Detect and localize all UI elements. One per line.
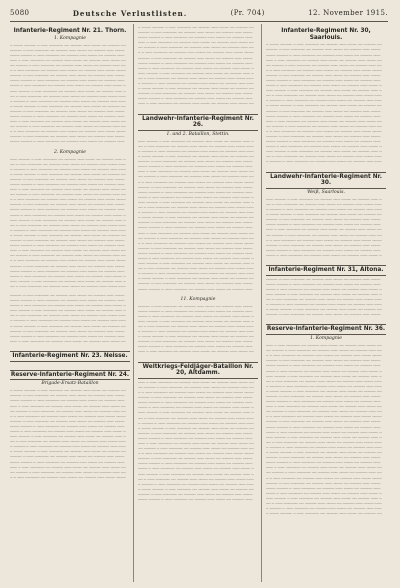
section-gap: [266, 258, 386, 262]
list-entry: ┄┄ ┄ ┄┄┄ ┄┄┄┄┄┄ ┄┄ ┄┄┄┄┄ ┄┄┄ ┄┄┄┄ ┄┄ ┄┄┄┄┄ ┄┄┄ ┄┄┄┄ ┄┄┄: [138, 75, 254, 81]
list-entry: ┄┄┄┄ ┄ ┄┄┄ ┄┄┄┄┄┄ ┄┄ ┄┄┄┄┄ ┄┄┄ ┄┄┄┄ ┄┄ ┄┄┄┄┄ ┄┄┄ ┄┄┄┄ ┄: [266, 368, 382, 374]
list-entry: ┄┄┄┄ ┄┄┄┄┄ ┄ ┄┄┄ ┄┄┄┄┄┄ ┄┄ ┄┄┄┄┄ ┄┄┄ ┄┄┄┄ ┄┄ ┄┄┄┄┄ ┄┄┄: [138, 286, 253, 292]
list-entry: ┄┄┄ ┄ ┄┄┄ ┄┄┄┄┄┄ ┄┄ ┄┄┄┄┄ ┄┄┄ ┄┄┄┄ ┄┄ ┄┄┄┄┄ ┄┄┄ ┄┄┄┄ ┄┄: [266, 343, 382, 349]
list-entry: ┄┄ ┄┄┄┄┄ ┄ ┄┄┄ ┄┄┄┄┄┄ ┄┄ ┄┄┄┄┄ ┄┄┄ ┄┄┄┄ ┄┄ ┄┄┄┄┄ ┄┄┄ ┄┄: [10, 253, 126, 259]
list-entry: ┄ ┄┄┄┄┄ ┄ ┄┄┄ ┄┄┄┄┄┄ ┄┄ ┄┄┄┄┄ ┄┄┄ ┄┄┄┄ ┄┄ ┄┄┄┄┄ ┄┄┄ ┄┄┄: [10, 444, 126, 450]
section-gap: [10, 480, 130, 484]
list-entry: ┄ ┄┄┄┄ ┄┄┄┄┄ ┄ ┄┄┄ ┄┄┄┄┄┄ ┄┄ ┄┄┄┄┄ ┄┄┄ ┄┄┄┄ ┄┄ ┄┄┄┄┄ ┄┄: [10, 171, 126, 177]
list-entry: ┄ ┄ ┄┄┄ ┄┄┄┄┄┄ ┄┄ ┄┄┄┄┄ ┄┄┄ ┄┄┄┄ ┄┄ ┄┄┄┄┄ ┄┄┄ ┄┄┄┄ ┄┄┄┄: [10, 129, 126, 135]
list-entry: ┄┄┄┄ ┄ ┄┄┄ ┄┄┄┄┄┄ ┄┄ ┄┄┄┄┄ ┄┄┄ ┄┄┄┄ ┄┄ ┄┄┄┄┄ ┄┄┄ ┄┄┄┄ ┄: [138, 313, 254, 319]
list-entry: ┄┄┄┄ ┄┄┄┄┄ ┄ ┄┄┄ ┄┄┄┄┄┄ ┄┄ ┄┄┄┄┄ ┄┄┄ ┄┄┄┄ ┄┄ ┄┄┄┄┄ ┄┄┄: [138, 344, 253, 350]
list-entry: ┄┄ ┄┄┄┄┄ ┄ ┄┄┄ ┄┄┄┄┄┄ ┄┄ ┄┄┄┄┄ ┄┄┄ ┄┄┄┄ ┄┄ ┄┄┄┄┄ ┄┄┄ ┄┄: [266, 348, 382, 354]
publication-title: Deutsche Verlustlisten.: [72, 8, 188, 18]
list-entry: ┄┄┄┄┄ ┄ ┄┄┄ ┄┄┄┄┄┄ ┄┄ ┄┄┄┄┄ ┄┄┄ ┄┄┄┄ ┄┄ ┄┄┄┄┄ ┄┄┄ ┄┄┄┄: [266, 47, 381, 53]
list-entry: ┄┄┄ ┄┄┄┄┄ ┄ ┄┄┄ ┄┄┄┄┄┄ ┄┄ ┄┄┄┄┄ ┄┄┄ ┄┄┄┄ ┄┄ ┄┄┄┄┄ ┄┄┄ ┄: [138, 138, 254, 144]
list-entry: ┄┄┄┄ ┄┄┄┄┄ ┄ ┄┄┄ ┄┄┄┄┄┄ ┄┄ ┄┄┄┄┄ ┄┄┄ ┄┄┄┄ ┄┄ ┄┄┄┄┄ ┄┄┄: [10, 243, 125, 249]
list-entry: ┄┄ ┄┄┄┄┄ ┄ ┄┄┄ ┄┄┄┄┄┄ ┄┄ ┄┄┄┄┄ ┄┄┄ ┄┄┄┄ ┄┄ ┄┄┄┄┄ ┄┄┄ ┄┄: [138, 45, 254, 51]
list-entry: ┄┄┄ ┄┄┄┄┄ ┄ ┄┄┄ ┄┄┄┄┄┄ ┄┄ ┄┄┄┄┄ ┄┄┄ ┄┄┄┄ ┄┄ ┄┄┄┄┄ ┄┄┄ ┄: [10, 88, 126, 94]
list-entry: ┄┄┄┄ ┄┄┄┄┄ ┄ ┄┄┄ ┄┄┄┄┄┄ ┄┄ ┄┄┄┄┄ ┄┄┄ ┄┄┄┄ ┄┄ ┄┄┄┄┄ ┄┄┄: [10, 459, 125, 465]
list-entry: ┄┄┄┄ ┄┄┄┄┄ ┄ ┄┄┄ ┄┄┄┄┄┄ ┄┄ ┄┄┄┄┄ ┄┄┄ ┄┄┄┄ ┄┄ ┄┄┄┄┄ ┄┄┄: [10, 78, 125, 84]
list-entry: ┄┄┄┄ ┄ ┄┄┄ ┄┄┄┄┄┄ ┄┄ ┄┄┄┄┄ ┄┄┄ ┄┄┄┄ ┄┄ ┄┄┄┄┄ ┄┄┄ ┄┄┄┄ ┄: [138, 255, 254, 261]
section-heading: Reserve-Infanterie-Regiment Nr. 24.: [10, 370, 130, 381]
list-entry: ┄┄┄┄┄ ┄ ┄┄┄ ┄┄┄┄┄┄ ┄┄ ┄┄┄┄┄ ┄┄┄ ┄┄┄┄ ┄┄ ┄┄┄┄┄ ┄┄┄ ┄┄┄┄: [138, 159, 253, 165]
list-entry: ┄┄┄ ┄ ┄┄┄ ┄┄┄┄┄┄ ┄┄ ┄┄┄┄┄ ┄┄┄ ┄┄┄┄ ┄┄ ┄┄┄┄┄ ┄┄┄ ┄┄┄┄ ┄┄: [10, 57, 126, 63]
list-entry: ┄┄┄┄ ┄┄┄┄┄ ┄ ┄┄┄ ┄┄┄┄┄┄ ┄┄ ┄┄┄┄┄ ┄┄┄ ┄┄┄┄ ┄┄ ┄┄┄┄┄ ┄┄┄: [138, 308, 253, 314]
list-entry: ┄┄┄┄ ┄ ┄┄┄ ┄┄┄┄┄┄ ┄┄ ┄┄┄┄┄ ┄┄┄ ┄┄┄┄ ┄┄ ┄┄┄┄┄ ┄┄┄ ┄┄┄┄ ┄: [138, 466, 254, 472]
list-entry: ┄┄┄ ┄┄┄┄┄ ┄ ┄┄┄ ┄┄┄┄┄┄ ┄┄ ┄┄┄┄┄ ┄┄┄ ┄┄┄┄ ┄┄ ┄┄┄┄┄ ┄┄┄ ┄: [138, 471, 254, 477]
list-entry: ┄┄┄┄┄ ┄ ┄┄┄ ┄┄┄┄┄┄ ┄┄ ┄┄┄┄┄ ┄┄┄ ┄┄┄┄ ┄┄ ┄┄┄┄┄ ┄┄┄ ┄┄┄┄: [138, 303, 253, 309]
list-entry: ┄┄┄┄┄ ┄ ┄┄┄ ┄┄┄┄┄┄ ┄┄ ┄┄┄┄┄ ┄┄┄ ┄┄┄┄ ┄┄ ┄┄┄┄┄ ┄┄┄ ┄┄┄┄: [10, 134, 125, 140]
list-entry: ┄┄┄ ┄ ┄┄┄ ┄┄┄┄┄┄ ┄┄ ┄┄┄┄┄ ┄┄┄ ┄┄┄┄ ┄┄ ┄┄┄┄┄ ┄┄┄ ┄┄┄┄ ┄┄: [10, 187, 126, 193]
list-entry: ┄┄┄ ┄ ┄┄┄ ┄┄┄┄┄┄ ┄┄ ┄┄┄┄┄ ┄┄┄ ┄┄┄┄ ┄┄ ┄┄┄┄┄ ┄┄┄ ┄┄┄┄ ┄┄: [10, 119, 126, 125]
list-entry: ┄ ┄┄┄┄┄ ┄ ┄┄┄ ┄┄┄┄┄┄ ┄┄ ┄┄┄┄┄ ┄┄┄ ┄┄┄┄ ┄┄ ┄┄┄┄┄ ┄┄┄ ┄┄┄: [138, 481, 254, 487]
list-entry: ┄┄ ┄ ┄┄┄ ┄┄┄┄┄┄ ┄┄ ┄┄┄┄┄ ┄┄┄ ┄┄┄┄ ┄┄ ┄┄┄┄┄ ┄┄┄ ┄┄┄┄ ┄┄┄: [266, 201, 382, 207]
list-entry: ┄┄┄ ┄┄┄┄┄ ┄ ┄┄┄ ┄┄┄┄┄┄ ┄┄ ┄┄┄┄┄ ┄┄┄ ┄┄┄┄ ┄┄ ┄┄┄┄┄ ┄┄┄ ┄: [266, 149, 382, 155]
section-subheading: 2. Kompagnie: [53, 149, 87, 155]
list-entry: ┄┄┄┄ ┄┄┄┄┄ ┄ ┄┄┄ ┄┄┄┄┄┄ ┄┄ ┄┄┄┄┄ ┄┄┄ ┄┄┄┄ ┄┄ ┄┄┄┄┄ ┄┄┄: [138, 400, 253, 406]
list-entry: ┄┄┄ ┄ ┄┄┄ ┄┄┄┄┄┄ ┄┄ ┄┄┄┄┄ ┄┄┄ ┄┄┄┄ ┄┄ ┄┄┄┄┄ ┄┄┄ ┄┄┄┄ ┄┄: [10, 248, 126, 254]
list-entry: ┄┄┄ ┄┄┄┄┄ ┄ ┄┄┄ ┄┄┄┄┄┄ ┄┄ ┄┄┄┄┄ ┄┄┄ ┄┄┄┄ ┄┄ ┄┄┄┄┄ ┄┄┄ ┄: [10, 156, 126, 162]
list-entry: ┄┄┄ ┄┄┄┄┄ ┄ ┄┄┄ ┄┄┄┄┄┄ ┄┄ ┄┄┄┄┄ ┄┄┄ ┄┄┄┄ ┄┄ ┄┄┄┄┄ ┄┄┄ ┄: [266, 291, 382, 297]
list-entry: ┄┄┄┄┄ ┄ ┄┄┄ ┄┄┄┄┄┄ ┄┄ ┄┄┄┄┄ ┄┄┄ ┄┄┄┄ ┄┄ ┄┄┄┄┄ ┄┄┄ ┄┄┄┄: [138, 395, 253, 401]
list-entry: ┄┄┄┄ ┄┄┄┄┄ ┄ ┄┄┄ ┄┄┄┄┄┄ ┄┄ ┄┄┄┄┄ ┄┄┄ ┄┄┄┄ ┄┄ ┄┄┄┄┄ ┄┄┄: [138, 189, 253, 195]
list-entry: ┄ ┄ ┄┄┄ ┄┄┄┄┄┄ ┄┄ ┄┄┄┄┄ ┄┄┄ ┄┄┄┄ ┄┄ ┄┄┄┄┄ ┄┄┄ ┄┄┄┄ ┄┄┄┄: [266, 237, 382, 243]
list-entry: ┄┄┄┄ ┄┄┄┄┄ ┄ ┄┄┄ ┄┄┄┄┄┄ ┄┄ ┄┄┄┄┄ ┄┄┄ ┄┄┄┄ ┄┄ ┄┄┄┄┄ ┄┄┄: [138, 461, 253, 467]
list-entry: ┄┄┄ ┄┄┄┄┄ ┄ ┄┄┄ ┄┄┄┄┄┄ ┄┄ ┄┄┄┄┄ ┄┄┄ ┄┄┄┄ ┄┄ ┄┄┄┄┄ ┄┄┄ ┄: [138, 70, 254, 76]
section-subheading: 1. Kompagnie: [53, 35, 87, 41]
list-entry: ┄┄┄┄ ┄┄┄┄┄ ┄ ┄┄┄ ┄┄┄┄┄┄ ┄┄ ┄┄┄┄┄ ┄┄┄ ┄┄┄┄ ┄┄ ┄┄┄┄┄ ┄┄┄: [10, 423, 125, 429]
list-entry: ┄ ┄┄┄┄ ┄┄┄┄┄ ┄ ┄┄┄ ┄┄┄┄┄┄ ┄┄ ┄┄┄┄┄ ┄┄┄ ┄┄┄┄ ┄┄ ┄┄┄┄┄ ┄┄: [266, 307, 382, 313]
list-entry: ┄┄┄┄┄ ┄ ┄┄┄ ┄┄┄┄┄┄ ┄┄ ┄┄┄┄┄ ┄┄┄ ┄┄┄┄ ┄┄ ┄┄┄┄┄ ┄┄┄ ┄┄┄┄: [138, 430, 253, 436]
list-entry: ┄ ┄┄┄┄ ┄┄┄┄┄ ┄ ┄┄┄ ┄┄┄┄┄┄ ┄┄ ┄┄┄┄┄ ┄┄┄ ┄┄┄┄ ┄┄ ┄┄┄┄┄ ┄┄: [10, 449, 126, 455]
list-entry: ┄ ┄┄┄┄┄ ┄ ┄┄┄ ┄┄┄┄┄┄ ┄┄ ┄┄┄┄┄ ┄┄┄ ┄┄┄┄ ┄┄ ┄┄┄┄┄ ┄┄┄ ┄┄┄: [10, 227, 126, 233]
list-entry: ┄┄ ┄┄┄┄┄ ┄ ┄┄┄ ┄┄┄┄┄┄ ┄┄ ┄┄┄┄┄ ┄┄┄ ┄┄┄┄ ┄┄ ┄┄┄┄┄ ┄┄┄ ┄┄: [266, 123, 382, 129]
list-entry: ┄┄┄┄ ┄┄┄┄┄ ┄ ┄┄┄ ┄┄┄┄┄┄ ┄┄ ┄┄┄┄┄ ┄┄┄ ┄┄┄┄ ┄┄ ┄┄┄┄┄ ┄┄┄: [10, 333, 125, 339]
list-entry: ┄ ┄ ┄┄┄ ┄┄┄┄┄┄ ┄┄ ┄┄┄┄┄ ┄┄┄ ┄┄┄┄ ┄┄ ┄┄┄┄┄ ┄┄┄ ┄┄┄┄ ┄┄┄┄: [266, 128, 382, 134]
list-entry: ┄ ┄┄┄┄ ┄┄┄┄┄ ┄ ┄┄┄ ┄┄┄┄┄┄ ┄┄ ┄┄┄┄┄ ┄┄┄ ┄┄┄┄ ┄┄ ┄┄┄┄┄ ┄┄: [10, 42, 126, 48]
list-entry: ┄┄ ┄ ┄┄┄ ┄┄┄┄┄┄ ┄┄ ┄┄┄┄┄ ┄┄┄ ┄┄┄┄ ┄┄ ┄┄┄┄┄ ┄┄┄ ┄┄┄┄ ┄┄┄: [266, 378, 382, 384]
list-entry: ┄┄┄ ┄┄┄┄┄ ┄ ┄┄┄ ┄┄┄┄┄┄ ┄┄ ┄┄┄┄┄ ┄┄┄ ┄┄┄┄ ┄┄ ┄┄┄┄┄ ┄┄┄ ┄: [266, 373, 382, 379]
list-entry: ┄┄┄┄ ┄ ┄┄┄ ┄┄┄┄┄┄ ┄┄ ┄┄┄┄┄ ┄┄┄ ┄┄┄┄ ┄┄ ┄┄┄┄┄ ┄┄┄ ┄┄┄┄ ┄: [10, 83, 126, 89]
section-subheading: Weiß, Saarlouis.: [307, 189, 345, 195]
list-entry: ┄ ┄┄┄┄ ┄┄┄┄┄ ┄ ┄┄┄ ┄┄┄┄┄┄ ┄┄ ┄┄┄┄┄ ┄┄┄ ┄┄┄┄ ┄┄ ┄┄┄┄┄ ┄┄: [138, 425, 254, 431]
list-entry: ┄┄┄┄ ┄ ┄┄┄ ┄┄┄┄┄┄ ┄┄ ┄┄┄┄┄ ┄┄┄ ┄┄┄┄ ┄┄ ┄┄┄┄┄ ┄┄┄ ┄┄┄┄ ┄: [10, 303, 126, 309]
list-entry: ┄ ┄┄┄┄┄ ┄ ┄┄┄ ┄┄┄┄┄┄ ┄┄ ┄┄┄┄┄ ┄┄┄ ┄┄┄┄ ┄┄ ┄┄┄┄┄ ┄┄┄ ┄┄┄: [138, 329, 254, 335]
list-entry: ┄┄┄┄┄ ┄ ┄┄┄ ┄┄┄┄┄┄ ┄┄ ┄┄┄┄┄ ┄┄┄ ┄┄┄┄ ┄┄ ┄┄┄┄┄ ┄┄┄ ┄┄┄┄: [10, 176, 125, 182]
list-entry: ┄┄┄┄┄ ┄ ┄┄┄ ┄┄┄┄┄┄ ┄┄ ┄┄┄┄┄ ┄┄┄ ┄┄┄┄ ┄┄ ┄┄┄┄┄ ┄┄┄ ┄┄┄┄: [266, 455, 381, 461]
list-entry: ┄┄┄┄ ┄ ┄┄┄ ┄┄┄┄┄┄ ┄┄ ┄┄┄┄┄ ┄┄┄ ┄┄┄┄ ┄┄ ┄┄┄┄┄ ┄┄┄ ┄┄┄┄ ┄: [266, 144, 382, 150]
list-entry: ┄┄┄┄ ┄┄┄┄┄ ┄ ┄┄┄ ┄┄┄┄┄┄ ┄┄ ┄┄┄┄┄ ┄┄┄ ┄┄┄┄ ┄┄ ┄┄┄┄┄ ┄┄┄: [138, 60, 253, 66]
list-entry: ┄ ┄┄┄┄ ┄┄┄┄┄ ┄ ┄┄┄ ┄┄┄┄┄┄ ┄┄ ┄┄┄┄┄ ┄┄┄ ┄┄┄┄ ┄┄ ┄┄┄┄┄ ┄┄: [266, 450, 382, 456]
list-entry: ┄ ┄ ┄┄┄ ┄┄┄┄┄┄ ┄┄ ┄┄┄┄┄ ┄┄┄ ┄┄┄┄ ┄┄ ┄┄┄┄┄ ┄┄┄ ┄┄┄┄ ┄┄┄┄: [266, 475, 382, 481]
list-entry: ┄┄┄┄ ┄┄┄┄┄ ┄ ┄┄┄ ┄┄┄┄┄┄ ┄┄ ┄┄┄┄┄ ┄┄┄ ┄┄┄┄ ┄┄ ┄┄┄┄┄ ┄┄┄: [266, 485, 381, 491]
list-entry: ┄┄┄ ┄┄┄┄┄ ┄ ┄┄┄ ┄┄┄┄┄┄ ┄┄ ┄┄┄┄┄ ┄┄┄ ┄┄┄┄ ┄┄ ┄┄┄┄┄ ┄┄┄ ┄: [138, 261, 254, 267]
list-entry: ┄┄ ┄┄┄┄┄ ┄ ┄┄┄ ┄┄┄┄┄┄ ┄┄ ┄┄┄┄┄ ┄┄┄ ┄┄┄┄ ┄┄ ┄┄┄┄┄ ┄┄┄ ┄┄: [266, 232, 382, 238]
section-gap: [138, 502, 258, 506]
list-entry: ┄┄┄┄┄ ┄ ┄┄┄ ┄┄┄┄┄┄ ┄┄ ┄┄┄┄┄ ┄┄┄ ┄┄┄┄ ┄┄ ┄┄┄┄┄ ┄┄┄ ┄┄┄┄: [266, 72, 381, 78]
list-entry: ┄┄┄┄ ┄┄┄┄┄ ┄ ┄┄┄ ┄┄┄┄┄┄ ┄┄ ┄┄┄┄┄ ┄┄┄ ┄┄┄┄ ┄┄ ┄┄┄┄┄ ┄┄┄: [266, 77, 381, 83]
list-entry: ┄┄┄┄ ┄┄┄┄┄ ┄ ┄┄┄ ┄┄┄┄┄┄ ┄┄ ┄┄┄┄┄ ┄┄┄ ┄┄┄┄ ┄┄ ┄┄┄┄┄ ┄┄┄: [138, 96, 253, 102]
list-entry: ┄┄┄┄ ┄┄┄┄┄ ┄ ┄┄┄ ┄┄┄┄┄┄ ┄┄ ┄┄┄┄┄ ┄┄┄ ┄┄┄┄ ┄┄ ┄┄┄┄┄ ┄┄┄: [138, 35, 253, 41]
list-entry: ┄┄┄ ┄┄┄┄┄ ┄ ┄┄┄ ┄┄┄┄┄┄ ┄┄ ┄┄┄┄┄ ┄┄┄ ┄┄┄┄ ┄┄ ┄┄┄┄┄ ┄┄┄ ┄: [138, 410, 254, 416]
list-entry: ┄┄┄┄ ┄┄┄┄┄ ┄ ┄┄┄ ┄┄┄┄┄┄ ┄┄ ┄┄┄┄┄ ┄┄┄ ┄┄┄┄ ┄┄ ┄┄┄┄┄ ┄┄┄: [138, 435, 253, 441]
list-entry: ┄┄┄ ┄ ┄┄┄ ┄┄┄┄┄┄ ┄┄ ┄┄┄┄┄ ┄┄┄ ┄┄┄┄ ┄┄ ┄┄┄┄┄ ┄┄┄ ┄┄┄┄ ┄┄: [10, 403, 126, 409]
list-entry: ┄┄ ┄ ┄┄┄ ┄┄┄┄┄┄ ┄┄ ┄┄┄┄┄ ┄┄┄ ┄┄┄┄ ┄┄ ┄┄┄┄┄ ┄┄┄ ┄┄┄┄ ┄┄┄: [10, 161, 126, 167]
list-entry: ┄┄┄┄ ┄┄┄┄┄ ┄ ┄┄┄ ┄┄┄┄┄┄ ┄┄ ┄┄┄┄┄ ┄┄┄ ┄┄┄┄ ┄┄ ┄┄┄┄┄ ┄┄┄: [266, 113, 381, 119]
list-entry: ┄ ┄ ┄┄┄ ┄┄┄┄┄┄ ┄┄ ┄┄┄┄┄ ┄┄┄ ┄┄┄┄ ┄┄ ┄┄┄┄┄ ┄┄┄ ┄┄┄┄ ┄┄┄┄: [138, 451, 254, 457]
list-entry: ┄ ┄┄┄┄ ┄┄┄┄┄ ┄ ┄┄┄ ┄┄┄┄┄┄ ┄┄ ┄┄┄┄┄ ┄┄┄ ┄┄┄┄ ┄┄ ┄┄┄┄┄ ┄┄: [138, 86, 254, 92]
list-entry: ┄┄┄┄┄ ┄ ┄┄┄ ┄┄┄┄┄┄ ┄┄ ┄┄┄┄┄ ┄┄┄ ┄┄┄┄ ┄┄ ┄┄┄┄┄ ┄┄┄ ┄┄┄┄: [266, 217, 381, 223]
list-entry: ┄┄ ┄┄┄┄┄ ┄ ┄┄┄ ┄┄┄┄┄┄ ┄┄ ┄┄┄┄┄ ┄┄┄ ┄┄┄┄ ┄┄ ┄┄┄┄┄ ┄┄┄ ┄┄: [138, 446, 254, 452]
list-entry: ┄┄┄┄┄ ┄ ┄┄┄ ┄┄┄┄┄┄ ┄┄ ┄┄┄┄┄ ┄┄┄ ┄┄┄┄ ┄┄ ┄┄┄┄┄ ┄┄┄ ┄┄┄┄: [266, 394, 381, 399]
list-entry: ┄┄┄ ┄ ┄┄┄ ┄┄┄┄┄┄ ┄┄ ┄┄┄┄┄ ┄┄┄ ┄┄┄┄ ┄┄ ┄┄┄┄┄ ┄┄┄ ┄┄┄┄ ┄┄: [138, 101, 254, 107]
list-entry: ┄ ┄ ┄┄┄ ┄┄┄┄┄┄ ┄┄ ┄┄┄┄┄ ┄┄┄ ┄┄┄┄ ┄┄ ┄┄┄┄┄ ┄┄┄ ┄┄┄┄ ┄┄┄┄: [138, 390, 254, 396]
list-entry: ┄┄┄┄ ┄┄┄┄┄ ┄ ┄┄┄ ┄┄┄┄┄┄ ┄┄ ┄┄┄┄┄ ┄┄┄ ┄┄┄┄ ┄┄ ┄┄┄┄┄ ┄┄┄: [266, 281, 381, 287]
issue-number: (Pr. 704): [230, 9, 265, 17]
list-entry: ┄┄┄ ┄┄┄┄┄ ┄ ┄┄┄ ┄┄┄┄┄┄ ┄┄ ┄┄┄┄┄ ┄┄┄ ┄┄┄┄ ┄┄ ┄┄┄┄┄ ┄┄┄ ┄: [266, 434, 382, 440]
list-entry: ┄┄┄┄┄ ┄ ┄┄┄ ┄┄┄┄┄┄ ┄┄ ┄┄┄┄┄ ┄┄┄ ┄┄┄┄ ┄┄ ┄┄┄┄┄ ┄┄┄ ┄┄┄┄: [138, 281, 253, 287]
list-entry: ┄┄┄┄ ┄ ┄┄┄ ┄┄┄┄┄┄ ┄┄ ┄┄┄┄┄ ┄┄┄ ┄┄┄┄ ┄┄ ┄┄┄┄┄ ┄┄┄ ┄┄┄┄ ┄: [266, 429, 382, 435]
list-entry: ┄┄┄ ┄ ┄┄┄ ┄┄┄┄┄┄ ┄┄ ┄┄┄┄┄ ┄┄┄ ┄┄┄┄ ┄┄ ┄┄┄┄┄ ┄┄┄ ┄┄┄┄ ┄┄: [10, 338, 126, 344]
list-entry: ┄┄ ┄ ┄┄┄ ┄┄┄┄┄┄ ┄┄ ┄┄┄┄┄ ┄┄┄ ┄┄┄┄ ┄┄ ┄┄┄┄┄ ┄┄┄ ┄┄┄┄ ┄┄┄: [266, 439, 382, 445]
list-entry: ┄┄┄┄┄ ┄ ┄┄┄ ┄┄┄┄┄┄ ┄┄ ┄┄┄┄┄ ┄┄┄ ┄┄┄┄ ┄┄ ┄┄┄┄┄ ┄┄┄ ┄┄┄┄: [10, 418, 125, 424]
section-heading: Infanterie-Regiment Nr. 31, Altona.: [266, 265, 386, 276]
list-entry: ┄┄┄┄ ┄┄┄┄┄ ┄ ┄┄┄ ┄┄┄┄┄┄ ┄┄ ┄┄┄┄┄ ┄┄┄ ┄┄┄┄ ┄┄ ┄┄┄┄┄ ┄┄┄: [266, 424, 381, 430]
list-entry: ┄ ┄ ┄┄┄ ┄┄┄┄┄┄ ┄┄ ┄┄┄┄┄ ┄┄┄ ┄┄┄┄ ┄┄ ┄┄┄┄┄ ┄┄┄ ┄┄┄┄ ┄┄┄┄: [138, 50, 254, 56]
page-header: [10, 6, 388, 20]
list-entry: ┄┄ ┄┄┄┄┄ ┄ ┄┄┄ ┄┄┄┄┄┄ ┄┄ ┄┄┄┄┄ ┄┄┄ ┄┄┄┄ ┄┄ ┄┄┄┄┄ ┄┄┄ ┄┄: [266, 409, 382, 415]
column-divider: [133, 24, 134, 582]
list-entry: ┄ ┄┄┄┄┄ ┄ ┄┄┄ ┄┄┄┄┄┄ ┄┄ ┄┄┄┄┄ ┄┄┄ ┄┄┄┄ ┄┄ ┄┄┄┄┄ ┄┄┄ ┄┄┄: [266, 302, 382, 308]
list-entry: ┄┄┄ ┄┄┄┄┄ ┄ ┄┄┄ ┄┄┄┄┄┄ ┄┄ ┄┄┄┄┄ ┄┄┄ ┄┄┄┄ ┄┄ ┄┄┄┄┄ ┄┄┄ ┄: [266, 495, 382, 501]
list-entry: ┄ ┄ ┄┄┄ ┄┄┄┄┄┄ ┄┄ ┄┄┄┄┄ ┄┄┄ ┄┄┄┄ ┄┄ ┄┄┄┄┄ ┄┄┄ ┄┄┄┄ ┄┄┄┄: [10, 413, 126, 419]
list-entry: ┄┄ ┄ ┄┄┄ ┄┄┄┄┄┄ ┄┄ ┄┄┄┄┄ ┄┄┄ ┄┄┄┄ ┄┄ ┄┄┄┄┄ ┄┄┄ ┄┄┄┄ ┄┄┄: [266, 500, 382, 506]
list-entry: ┄ ┄┄┄┄┄ ┄ ┄┄┄ ┄┄┄┄┄┄ ┄┄ ┄┄┄┄┄ ┄┄┄ ┄┄┄┄ ┄┄ ┄┄┄┄┄ ┄┄┄ ┄┄┄: [266, 98, 382, 104]
section-gap: [10, 145, 130, 149]
list-entry: ┄┄ ┄ ┄┄┄ ┄┄┄┄┄┄ ┄┄ ┄┄┄┄┄ ┄┄┄ ┄┄┄┄ ┄┄ ┄┄┄┄┄ ┄┄┄ ┄┄┄┄ ┄┄┄: [138, 415, 254, 421]
list-entry: ┄┄┄┄ ┄┄┄┄┄ ┄ ┄┄┄ ┄┄┄┄┄┄ ┄┄ ┄┄┄┄┄ ┄┄┄ ┄┄┄┄ ┄┄ ┄┄┄┄┄ ┄┄┄: [10, 139, 125, 145]
list-entry: ┄┄┄┄ ┄┄┄┄┄ ┄ ┄┄┄ ┄┄┄┄┄┄ ┄┄ ┄┄┄┄┄ ┄┄┄ ┄┄┄┄ ┄┄ ┄┄┄┄┄ ┄┄┄: [10, 113, 125, 119]
list-entry: ┄ ┄┄┄┄┄ ┄ ┄┄┄ ┄┄┄┄┄┄ ┄┄ ┄┄┄┄┄ ┄┄┄ ┄┄┄┄ ┄┄ ┄┄┄┄┄ ┄┄┄ ┄┄┄: [10, 166, 126, 172]
list-entry: ┄┄┄┄┄ ┄ ┄┄┄ ┄┄┄┄┄┄ ┄┄ ┄┄┄┄┄ ┄┄┄ ┄┄┄┄ ┄┄ ┄┄┄┄┄ ┄┄┄ ┄┄┄┄: [266, 242, 381, 248]
list-entry: ┄┄ ┄ ┄┄┄ ┄┄┄┄┄┄ ┄┄ ┄┄┄┄┄ ┄┄┄ ┄┄┄┄ ┄┄ ┄┄┄┄┄ ┄┄┄ ┄┄┄┄ ┄┄┄: [10, 222, 126, 228]
list-entry: ┄┄┄┄┄ ┄ ┄┄┄ ┄┄┄┄┄┄ ┄┄ ┄┄┄┄┄ ┄┄┄ ┄┄┄┄ ┄┄ ┄┄┄┄┄ ┄┄┄ ┄┄┄┄: [10, 73, 125, 79]
section-gap: [10, 344, 130, 348]
section-heading: Infanterie-Regiment Nr. 21. Thorn.: [13, 28, 127, 34]
list-entry: ┄ ┄┄┄┄┄ ┄ ┄┄┄ ┄┄┄┄┄┄ ┄┄ ┄┄┄┄┄ ┄┄┄ ┄┄┄┄ ┄┄ ┄┄┄┄┄ ┄┄┄ ┄┄┄: [10, 98, 126, 104]
list-entry: ┄ ┄┄┄┄ ┄┄┄┄┄ ┄ ┄┄┄ ┄┄┄┄┄┄ ┄┄ ┄┄┄┄┄ ┄┄┄ ┄┄┄┄ ┄┄ ┄┄┄┄┄ ┄┄: [10, 103, 126, 109]
list-entry: ┄┄ ┄┄┄┄┄ ┄ ┄┄┄ ┄┄┄┄┄┄ ┄┄ ┄┄┄┄┄ ┄┄┄ ┄┄┄┄ ┄┄ ┄┄┄┄┄ ┄┄┄ ┄┄: [138, 174, 254, 180]
section-heading: Landwehr-Infanterie-Regiment Nr. 30.: [266, 172, 386, 189]
list-entry: ┄ ┄┄┄┄ ┄┄┄┄┄ ┄ ┄┄┄ ┄┄┄┄┄┄ ┄┄ ┄┄┄┄┄ ┄┄┄ ┄┄┄┄ ┄┄ ┄┄┄┄┄ ┄┄: [266, 212, 382, 218]
list-entry: ┄┄┄┄┄ ┄ ┄┄┄ ┄┄┄┄┄┄ ┄┄ ┄┄┄┄┄ ┄┄┄ ┄┄┄┄ ┄┄ ┄┄┄┄┄ ┄┄┄ ┄┄┄┄: [138, 55, 253, 61]
list-entry: ┄┄┄ ┄┄┄┄┄ ┄ ┄┄┄ ┄┄┄┄┄┄ ┄┄ ┄┄┄┄┄ ┄┄┄ ┄┄┄┄ ┄┄ ┄┄┄┄┄ ┄┄┄ ┄: [266, 88, 382, 94]
column-2: [138, 25, 258, 582]
list-entry: ┄┄ ┄ ┄┄┄ ┄┄┄┄┄┄ ┄┄ ┄┄┄┄┄ ┄┄┄ ┄┄┄┄ ┄┄ ┄┄┄┄┄ ┄┄┄ ┄┄┄┄ ┄┄┄: [266, 297, 382, 303]
section-gap: [266, 516, 386, 520]
list-entry: ┄ ┄┄┄┄┄ ┄ ┄┄┄ ┄┄┄┄┄┄ ┄┄ ┄┄┄┄┄ ┄┄┄ ┄┄┄┄ ┄┄ ┄┄┄┄┄ ┄┄┄ ┄┄┄: [138, 149, 254, 154]
list-entry: ┄┄ ┄ ┄┄┄ ┄┄┄┄┄┄ ┄┄ ┄┄┄┄┄ ┄┄┄ ┄┄┄┄ ┄┄ ┄┄┄┄┄ ┄┄┄ ┄┄┄┄ ┄┄┄: [138, 324, 254, 329]
list-entry: ┄┄┄ ┄ ┄┄┄ ┄┄┄┄┄┄ ┄┄ ┄┄┄┄┄ ┄┄┄ ┄┄┄┄ ┄┄ ┄┄┄┄┄ ┄┄┄ ┄┄┄┄ ┄┄: [138, 230, 254, 236]
list-entry: ┄┄┄ ┄ ┄┄┄ ┄┄┄┄┄┄ ┄┄ ┄┄┄┄┄ ┄┄┄ ┄┄┄┄ ┄┄ ┄┄┄┄┄ ┄┄┄ ┄┄┄┄ ┄┄: [266, 465, 382, 471]
list-entry: ┄┄ ┄ ┄┄┄ ┄┄┄┄┄┄ ┄┄ ┄┄┄┄┄ ┄┄┄ ┄┄┄┄ ┄┄ ┄┄┄┄┄ ┄┄┄ ┄┄┄┄ ┄┄┄: [138, 205, 254, 211]
list-entry: ┄┄┄┄┄ ┄ ┄┄┄ ┄┄┄┄┄┄ ┄┄ ┄┄┄┄┄ ┄┄┄ ┄┄┄┄ ┄┄ ┄┄┄┄┄ ┄┄┄ ┄┄┄┄: [138, 339, 253, 345]
list-entry: ┄┄ ┄ ┄┄┄ ┄┄┄┄┄┄ ┄┄ ┄┄┄┄┄ ┄┄┄ ┄┄┄┄ ┄┄ ┄┄┄┄┄ ┄┄┄ ┄┄┄┄ ┄┄┄: [10, 283, 126, 289]
list-entry: ┄ ┄┄┄┄ ┄┄┄┄┄ ┄ ┄┄┄ ┄┄┄┄┄┄ ┄┄ ┄┄┄┄┄ ┄┄┄ ┄┄┄┄ ┄┄ ┄┄┄┄┄ ┄┄: [138, 276, 254, 282]
list-entry: ┄┄┄ ┄ ┄┄┄ ┄┄┄┄┄┄ ┄┄ ┄┄┄┄┄ ┄┄┄ ┄┄┄┄ ┄┄ ┄┄┄┄┄ ┄┄┄ ┄┄┄┄ ┄┄: [10, 464, 126, 470]
column-3: [266, 25, 386, 582]
section-heading: Infanterie-Regiment Nr. 30, Saarlouis.: [281, 28, 371, 41]
list-entry: ┄┄ ┄ ┄┄┄ ┄┄┄┄┄┄ ┄┄ ┄┄┄┄┄ ┄┄┄ ┄┄┄┄ ┄┄ ┄┄┄┄┄ ┄┄┄ ┄┄┄┄ ┄┄┄: [10, 93, 126, 99]
list-entry: ┄┄┄┄ ┄┄┄┄┄ ┄ ┄┄┄ ┄┄┄┄┄┄ ┄┄ ┄┄┄┄┄ ┄┄┄ ┄┄┄┄ ┄┄ ┄┄┄┄┄ ┄┄┄: [10, 298, 125, 304]
list-entry: ┄┄┄┄ ┄┄┄┄┄ ┄ ┄┄┄ ┄┄┄┄┄┄ ┄┄ ┄┄┄┄┄ ┄┄┄ ┄┄┄┄ ┄┄ ┄┄┄┄┄ ┄┄┄: [266, 222, 381, 228]
list-entry: ┄┄┄┄┄ ┄ ┄┄┄ ┄┄┄┄┄┄ ┄┄ ┄┄┄┄┄ ┄┄┄ ┄┄┄┄ ┄┄ ┄┄┄┄┄ ┄┄┄ ┄┄┄┄: [266, 276, 381, 282]
list-entry: ┄┄ ┄┄┄┄┄ ┄ ┄┄┄ ┄┄┄┄┄┄ ┄┄ ┄┄┄┄┄ ┄┄┄ ┄┄┄┄ ┄┄ ┄┄┄┄┄ ┄┄┄ ┄┄: [10, 63, 126, 69]
list-entry: ┄ ┄┄┄┄ ┄┄┄┄┄ ┄ ┄┄┄ ┄┄┄┄┄┄ ┄┄ ┄┄┄┄┄ ┄┄┄ ┄┄┄┄ ┄┄ ┄┄┄┄┄ ┄┄: [138, 334, 254, 340]
list-entry: ┄ ┄┄┄┄┄ ┄ ┄┄┄ ┄┄┄┄┄┄ ┄┄ ┄┄┄┄┄ ┄┄┄ ┄┄┄┄ ┄┄ ┄┄┄┄┄ ┄┄┄ ┄┄┄: [266, 444, 382, 450]
list-entry: ┄┄┄┄┄ ┄ ┄┄┄ ┄┄┄┄┄┄ ┄┄ ┄┄┄┄┄ ┄┄┄ ┄┄┄┄ ┄┄ ┄┄┄┄┄ ┄┄┄ ┄┄┄┄: [10, 328, 125, 334]
list-entry: ┄┄┄ ┄ ┄┄┄ ┄┄┄┄┄┄ ┄┄ ┄┄┄┄┄ ┄┄┄ ┄┄┄┄ ┄┄ ┄┄┄┄┄ ┄┄┄ ┄┄┄┄ ┄┄: [138, 169, 254, 175]
list-entry: ┄┄┄ ┄ ┄┄┄ ┄┄┄┄┄┄ ┄┄ ┄┄┄┄┄ ┄┄┄ ┄┄┄┄ ┄┄ ┄┄┄┄┄ ┄┄┄ ┄┄┄┄ ┄┄: [266, 404, 382, 410]
section-gap: [266, 317, 386, 321]
list-entry: ┄ ┄ ┄┄┄ ┄┄┄┄┄┄ ┄┄ ┄┄┄┄┄ ┄┄┄ ┄┄┄┄ ┄┄ ┄┄┄┄┄ ┄┄┄ ┄┄┄┄ ┄┄┄┄: [10, 474, 126, 480]
list-entry: ┄ ┄┄┄┄ ┄┄┄┄┄ ┄ ┄┄┄ ┄┄┄┄┄┄ ┄┄ ┄┄┄┄┄ ┄┄┄ ┄┄┄┄ ┄┄ ┄┄┄┄┄ ┄┄: [138, 215, 254, 221]
section-gap: [138, 107, 258, 111]
list-entry: ┄ ┄ ┄┄┄ ┄┄┄┄┄┄ ┄┄ ┄┄┄┄┄ ┄┄┄ ┄┄┄┄ ┄┄ ┄┄┄┄┄ ┄┄┄ ┄┄┄┄ ┄┄┄┄: [10, 197, 126, 203]
list-entry: ┄ ┄┄┄┄ ┄┄┄┄┄ ┄ ┄┄┄ ┄┄┄┄┄┄ ┄┄ ┄┄┄┄┄ ┄┄┄ ┄┄┄┄ ┄┄ ┄┄┄┄┄ ┄┄: [138, 486, 254, 492]
list-entry: ┄┄ ┄ ┄┄┄ ┄┄┄┄┄┄ ┄┄ ┄┄┄┄┄ ┄┄┄ ┄┄┄┄ ┄┄ ┄┄┄┄┄ ┄┄┄ ┄┄┄┄ ┄┄┄: [266, 93, 382, 99]
section-heading: Landwehr-Infanterie-Regiment Nr. 26.: [138, 114, 258, 131]
list-entry: ┄ ┄ ┄┄┄ ┄┄┄┄┄┄ ┄┄ ┄┄┄┄┄ ┄┄┄ ┄┄┄┄ ┄┄ ┄┄┄┄┄ ┄┄┄ ┄┄┄┄ ┄┄┄┄: [10, 258, 126, 264]
list-entry: ┄ ┄┄┄┄ ┄┄┄┄┄ ┄ ┄┄┄ ┄┄┄┄┄┄ ┄┄ ┄┄┄┄┄ ┄┄┄ ┄┄┄┄ ┄┄ ┄┄┄┄┄ ┄┄: [266, 103, 382, 109]
list-entry: ┄┄┄ ┄┄┄┄┄ ┄ ┄┄┄ ┄┄┄┄┄┄ ┄┄ ┄┄┄┄┄ ┄┄┄ ┄┄┄┄ ┄┄ ┄┄┄┄┄ ┄┄┄ ┄: [10, 217, 126, 223]
list-entry: ┄┄┄ ┄ ┄┄┄ ┄┄┄┄┄┄ ┄┄ ┄┄┄┄┄ ┄┄┄ ┄┄┄┄ ┄┄ ┄┄┄┄┄ ┄┄┄ ┄┄┄┄ ┄┄: [138, 441, 254, 446]
list-entry: ┄┄┄┄ ┄┄┄┄┄ ┄ ┄┄┄ ┄┄┄┄┄┄ ┄┄ ┄┄┄┄┄ ┄┄┄ ┄┄┄┄ ┄┄ ┄┄┄┄┄ ┄┄┄: [266, 399, 381, 405]
list-entry: ┄┄┄ ┄ ┄┄┄ ┄┄┄┄┄┄ ┄┄ ┄┄┄┄┄ ┄┄┄ ┄┄┄┄ ┄┄ ┄┄┄┄┄ ┄┄┄ ┄┄┄┄ ┄┄: [266, 227, 382, 233]
list-entry: ┄ ┄ ┄┄┄ ┄┄┄┄┄┄ ┄┄ ┄┄┄┄┄ ┄┄┄ ┄┄┄┄ ┄┄ ┄┄┄┄┄ ┄┄┄ ┄┄┄┄ ┄┄┄┄: [138, 179, 254, 185]
list-entry: ┄┄┄┄ ┄┄┄┄┄ ┄ ┄┄┄ ┄┄┄┄┄┄ ┄┄ ┄┄┄┄┄ ┄┄┄ ┄┄┄┄ ┄┄ ┄┄┄┄┄ ┄┄┄: [10, 52, 125, 58]
list-entry: ┄┄ ┄┄┄┄┄ ┄ ┄┄┄ ┄┄┄┄┄┄ ┄┄ ┄┄┄┄┄ ┄┄┄ ┄┄┄┄ ┄┄ ┄┄┄┄┄ ┄┄┄ ┄┄: [10, 124, 126, 130]
section-subheading: 1. und 2. Bataillon, Stettin.: [166, 131, 230, 137]
list-entry: ┄┄┄┄ ┄┄┄┄┄ ┄ ┄┄┄ ┄┄┄┄┄┄ ┄┄ ┄┄┄┄┄ ┄┄┄ ┄┄┄┄ ┄┄ ┄┄┄┄┄ ┄┄┄: [266, 52, 381, 58]
list-entry: ┄ ┄ ┄┄┄ ┄┄┄┄┄┄ ┄┄ ┄┄┄┄┄ ┄┄┄ ┄┄┄┄ ┄┄ ┄┄┄┄┄ ┄┄┄ ┄┄┄┄ ┄┄┄┄: [266, 353, 382, 359]
list-entry: ┄┄┄┄┄ ┄ ┄┄┄ ┄┄┄┄┄┄ ┄┄ ┄┄┄┄┄ ┄┄┄ ┄┄┄┄ ┄┄ ┄┄┄┄┄ ┄┄┄ ┄┄┄┄: [266, 134, 381, 139]
list-entry: ┄ ┄┄┄┄ ┄┄┄┄┄ ┄ ┄┄┄ ┄┄┄┄┄┄ ┄┄ ┄┄┄┄┄ ┄┄┄ ┄┄┄┄ ┄┄ ┄┄┄┄┄ ┄┄: [138, 154, 254, 160]
list-entry: ┄┄┄┄┄ ┄ ┄┄┄ ┄┄┄┄┄┄ ┄┄ ┄┄┄┄┄ ┄┄┄ ┄┄┄┄ ┄┄ ┄┄┄┄┄ ┄┄┄ ┄┄┄┄: [266, 480, 381, 486]
list-entry: ┄ ┄┄┄┄┄ ┄ ┄┄┄ ┄┄┄┄┄┄ ┄┄ ┄┄┄┄┄ ┄┄┄ ┄┄┄┄ ┄┄ ┄┄┄┄┄ ┄┄┄ ┄┄┄: [266, 207, 382, 213]
section-subheading: 1. Kompagnie: [309, 336, 343, 342]
section-heading: Reserve-Infanterie-Regiment Nr. 36.: [266, 324, 386, 335]
header-rule: [10, 21, 388, 22]
list-entry: ┄┄┄┄┄ ┄ ┄┄┄ ┄┄┄┄┄┄ ┄┄ ┄┄┄┄┄ ┄┄┄ ┄┄┄┄ ┄┄ ┄┄┄┄┄ ┄┄┄ ┄┄┄┄: [138, 491, 253, 497]
list-entry: ┄ ┄┄┄┄┄ ┄ ┄┄┄ ┄┄┄┄┄┄ ┄┄ ┄┄┄┄┄ ┄┄┄ ┄┄┄┄ ┄┄ ┄┄┄┄┄ ┄┄┄ ┄┄┄: [138, 271, 254, 277]
list-entry: ┄ ┄ ┄┄┄ ┄┄┄┄┄┄ ┄┄ ┄┄┄┄┄ ┄┄┄ ┄┄┄┄ ┄┄ ┄┄┄┄┄ ┄┄┄ ┄┄┄┄ ┄┄┄┄: [266, 67, 382, 73]
section-heading: Infanterie-Regiment Nr. 23. Neisse.: [10, 351, 130, 362]
list-entry: ┄┄┄┄ ┄ ┄┄┄ ┄┄┄┄┄┄ ┄┄ ┄┄┄┄┄ ┄┄┄ ┄┄┄┄ ┄┄ ┄┄┄┄┄ ┄┄┄ ┄┄┄┄ ┄: [10, 273, 126, 279]
list-entry: ┄ ┄ ┄┄┄ ┄┄┄┄┄┄ ┄┄ ┄┄┄┄┄ ┄┄┄ ┄┄┄┄ ┄┄ ┄┄┄┄┄ ┄┄┄ ┄┄┄┄ ┄┄┄┄: [138, 240, 254, 246]
list-entry: ┄ ┄ ┄┄┄ ┄┄┄┄┄┄ ┄┄ ┄┄┄┄┄ ┄┄┄ ┄┄┄┄ ┄┄ ┄┄┄┄┄ ┄┄┄ ┄┄┄┄ ┄┄┄┄: [10, 68, 126, 74]
list-entry: ┄┄┄ ┄┄┄┄┄ ┄ ┄┄┄ ┄┄┄┄┄┄ ┄┄ ┄┄┄┄┄ ┄┄┄ ┄┄┄┄ ┄┄ ┄┄┄┄┄ ┄┄┄ ┄: [138, 318, 254, 324]
list-entry: ┄┄┄ ┄┄┄┄┄ ┄ ┄┄┄ ┄┄┄┄┄┄ ┄┄ ┄┄┄┄┄ ┄┄┄ ┄┄┄┄ ┄┄ ┄┄┄┄┄ ┄┄┄ ┄: [10, 434, 126, 440]
list-entry: ┄┄┄ ┄ ┄┄┄ ┄┄┄┄┄┄ ┄┄ ┄┄┄┄┄ ┄┄┄ ┄┄┄┄ ┄┄ ┄┄┄┄┄ ┄┄┄ ┄┄┄┄ ┄┄: [138, 379, 254, 385]
list-entry: ┄┄┄ ┄┄┄┄┄ ┄ ┄┄┄ ┄┄┄┄┄┄ ┄┄ ┄┄┄┄┄ ┄┄┄ ┄┄┄┄ ┄┄ ┄┄┄┄┄ ┄┄┄ ┄: [10, 308, 126, 314]
list-entry: ┄┄┄┄ ┄ ┄┄┄ ┄┄┄┄┄┄ ┄┄ ┄┄┄┄┄ ┄┄┄ ┄┄┄┄ ┄┄ ┄┄┄┄┄ ┄┄┄ ┄┄┄┄ ┄: [10, 428, 126, 434]
list-entry: ┄┄┄┄┄ ┄ ┄┄┄ ┄┄┄┄┄┄ ┄┄ ┄┄┄┄┄ ┄┄┄ ┄┄┄┄ ┄┄ ┄┄┄┄┄ ┄┄┄ ┄┄┄┄: [10, 393, 125, 399]
list-entry: ┄┄┄┄┄ ┄ ┄┄┄ ┄┄┄┄┄┄ ┄┄ ┄┄┄┄┄ ┄┄┄ ┄┄┄┄ ┄┄ ┄┄┄┄┄ ┄┄┄ ┄┄┄┄: [138, 220, 253, 226]
list-entry: ┄┄┄ ┄┄┄┄┄ ┄ ┄┄┄ ┄┄┄┄┄┄ ┄┄ ┄┄┄┄┄ ┄┄┄ ┄┄┄┄ ┄┄ ┄┄┄┄┄ ┄┄┄ ┄: [10, 278, 126, 284]
list-entry: ┄┄ ┄ ┄┄┄ ┄┄┄┄┄┄ ┄┄ ┄┄┄┄┄ ┄┄┄ ┄┄┄┄ ┄┄ ┄┄┄┄┄ ┄┄┄ ┄┄┄┄ ┄┄┄: [10, 313, 126, 319]
list-entry: ┄┄┄┄┄ ┄ ┄┄┄ ┄┄┄┄┄┄ ┄┄ ┄┄┄┄┄ ┄┄┄ ┄┄┄┄ ┄┄ ┄┄┄┄┄ ┄┄┄ ┄┄┄┄: [138, 456, 253, 462]
column-1: [10, 25, 130, 582]
column-divider: [261, 24, 262, 582]
list-entry: ┄┄┄┄┄ ┄ ┄┄┄ ┄┄┄┄┄┄ ┄┄ ┄┄┄┄┄ ┄┄┄ ┄┄┄┄ ┄┄ ┄┄┄┄┄ ┄┄┄ ┄┄┄┄: [10, 202, 125, 208]
list-entry: ┄┄┄ ┄ ┄┄┄ ┄┄┄┄┄┄ ┄┄ ┄┄┄┄┄ ┄┄┄ ┄┄┄┄ ┄┄ ┄┄┄┄┄ ┄┄┄ ┄┄┄┄ ┄┄: [138, 349, 254, 355]
list-entry: ┄ ┄┄┄┄┄ ┄ ┄┄┄ ┄┄┄┄┄┄ ┄┄ ┄┄┄┄┄ ┄┄┄ ┄┄┄┄ ┄┄ ┄┄┄┄┄ ┄┄┄ ┄┄┄: [266, 159, 382, 165]
list-entry: ┄┄ ┄┄┄┄┄ ┄ ┄┄┄ ┄┄┄┄┄┄ ┄┄ ┄┄┄┄┄ ┄┄┄ ┄┄┄┄ ┄┄ ┄┄┄┄┄ ┄┄┄ ┄┄: [266, 62, 382, 68]
list-entry: ┄┄┄┄ ┄ ┄┄┄ ┄┄┄┄┄┄ ┄┄ ┄┄┄┄┄ ┄┄┄ ┄┄┄┄ ┄┄ ┄┄┄┄┄ ┄┄┄ ┄┄┄┄ ┄: [10, 212, 126, 218]
list-entry: ┄ ┄┄┄┄┄ ┄ ┄┄┄ ┄┄┄┄┄┄ ┄┄ ┄┄┄┄┄ ┄┄┄ ┄┄┄┄ ┄┄ ┄┄┄┄┄ ┄┄┄ ┄┄┄: [10, 318, 126, 324]
list-entry: ┄┄┄┄ ┄┄┄┄┄ ┄ ┄┄┄ ┄┄┄┄┄┄ ┄┄ ┄┄┄┄┄ ┄┄┄ ┄┄┄┄ ┄┄ ┄┄┄┄┄ ┄┄┄: [138, 225, 253, 231]
section-gap: [266, 165, 386, 169]
list-entry: ┄ ┄┄┄┄┄ ┄ ┄┄┄ ┄┄┄┄┄┄ ┄┄ ┄┄┄┄┄ ┄┄┄ ┄┄┄┄ ┄┄ ┄┄┄┄┄ ┄┄┄ ┄┄┄: [266, 506, 382, 512]
section-gap: [10, 363, 130, 367]
list-entry: ┄┄┄ ┄ ┄┄┄ ┄┄┄┄┄┄ ┄┄ ┄┄┄┄┄ ┄┄┄ ┄┄┄┄ ┄┄ ┄┄┄┄┄ ┄┄┄ ┄┄┄┄ ┄┄: [266, 57, 382, 63]
list-entry: ┄┄ ┄ ┄┄┄ ┄┄┄┄┄┄ ┄┄ ┄┄┄┄┄ ┄┄┄ ┄┄┄┄ ┄┄ ┄┄┄┄┄ ┄┄┄ ┄┄┄┄ ┄┄┄: [138, 476, 254, 482]
list-entry: ┄ ┄┄┄┄ ┄┄┄┄┄ ┄ ┄┄┄ ┄┄┄┄┄┄ ┄┄ ┄┄┄┄┄ ┄┄┄ ┄┄┄┄ ┄┄ ┄┄┄┄┄ ┄┄: [266, 42, 382, 48]
list-entry: ┄┄┄┄ ┄ ┄┄┄ ┄┄┄┄┄┄ ┄┄ ┄┄┄┄┄ ┄┄┄ ┄┄┄┄ ┄┄ ┄┄┄┄┄ ┄┄┄ ┄┄┄┄ ┄: [138, 194, 254, 200]
list-entry: ┄ ┄┄┄┄ ┄┄┄┄┄ ┄ ┄┄┄ ┄┄┄┄┄┄ ┄┄ ┄┄┄┄┄ ┄┄┄ ┄┄┄┄ ┄┄ ┄┄┄┄┄ ┄┄: [10, 388, 126, 394]
list-entry: ┄ ┄┄┄┄ ┄┄┄┄┄ ┄ ┄┄┄ ┄┄┄┄┄┄ ┄┄ ┄┄┄┄┄ ┄┄┄ ┄┄┄┄ ┄┄ ┄┄┄┄┄ ┄┄: [266, 511, 382, 517]
list-entry: ┄┄┄┄┄ ┄ ┄┄┄ ┄┄┄┄┄┄ ┄┄ ┄┄┄┄┄ ┄┄┄ ┄┄┄┄ ┄┄ ┄┄┄┄┄ ┄┄┄ ┄┄┄┄: [266, 358, 381, 364]
section-gap: [138, 292, 258, 296]
list-entry: ┄┄┄ ┄┄┄┄┄ ┄ ┄┄┄ ┄┄┄┄┄┄ ┄┄ ┄┄┄┄┄ ┄┄┄ ┄┄┄┄ ┄┄ ┄┄┄┄┄ ┄┄┄ ┄: [138, 199, 254, 205]
list-entry: ┄ ┄┄┄┄ ┄┄┄┄┄ ┄ ┄┄┄ ┄┄┄┄┄┄ ┄┄ ┄┄┄┄┄ ┄┄┄ ┄┄┄┄ ┄┄ ┄┄┄┄┄ ┄┄: [10, 323, 126, 329]
list-entry: ┄┄┄┄ ┄┄┄┄┄ ┄ ┄┄┄ ┄┄┄┄┄┄ ┄┄ ┄┄┄┄┄ ┄┄┄ ┄┄┄┄ ┄┄ ┄┄┄┄┄ ┄┄┄: [10, 182, 125, 187]
list-entry: ┄ ┄┄┄┄┄ ┄ ┄┄┄ ┄┄┄┄┄┄ ┄┄ ┄┄┄┄┄ ┄┄┄ ┄┄┄┄ ┄┄ ┄┄┄┄┄ ┄┄┄ ┄┄┄: [138, 210, 254, 216]
list-entry: ┄┄ ┄┄┄┄┄ ┄ ┄┄┄ ┄┄┄┄┄┄ ┄┄ ┄┄┄┄┄ ┄┄┄ ┄┄┄┄ ┄┄ ┄┄┄┄┄ ┄┄┄ ┄┄: [10, 408, 126, 414]
list-entry: ┄┄┄┄ ┄ ┄┄┄ ┄┄┄┄┄┄ ┄┄ ┄┄┄┄┄ ┄┄┄ ┄┄┄┄ ┄┄ ┄┄┄┄┄ ┄┄┄ ┄┄┄┄ ┄: [266, 286, 382, 292]
list-entry: ┄┄┄┄┄ ┄ ┄┄┄ ┄┄┄┄┄┄ ┄┄ ┄┄┄┄┄ ┄┄┄ ┄┄┄┄ ┄┄ ┄┄┄┄┄ ┄┄┄ ┄┄┄┄: [138, 184, 253, 190]
list-entry: ┄┄┄┄┄ ┄ ┄┄┄ ┄┄┄┄┄┄ ┄┄ ┄┄┄┄┄ ┄┄┄ ┄┄┄┄ ┄┄ ┄┄┄┄┄ ┄┄┄ ┄┄┄┄: [10, 292, 125, 298]
section-subheading: Brigade-Ersatz-Bataillon: [41, 381, 99, 387]
list-entry: ┄ ┄┄┄┄ ┄┄┄┄┄ ┄ ┄┄┄ ┄┄┄┄┄┄ ┄┄ ┄┄┄┄┄ ┄┄┄ ┄┄┄┄ ┄┄ ┄┄┄┄┄ ┄┄: [138, 25, 254, 30]
list-entry: ┄┄ ┄ ┄┄┄ ┄┄┄┄┄┄ ┄┄ ┄┄┄┄┄ ┄┄┄ ┄┄┄┄ ┄┄ ┄┄┄┄┄ ┄┄┄ ┄┄┄┄ ┄┄┄: [138, 266, 254, 272]
list-entry: ┄┄┄┄ ┄┄┄┄┄ ┄ ┄┄┄ ┄┄┄┄┄┄ ┄┄ ┄┄┄┄┄ ┄┄┄ ┄┄┄┄ ┄┄ ┄┄┄┄┄ ┄┄┄: [266, 363, 381, 369]
list-entry: ┄┄┄┄┄ ┄ ┄┄┄ ┄┄┄┄┄┄ ┄┄ ┄┄┄┄┄ ┄┄┄ ┄┄┄┄ ┄┄ ┄┄┄┄┄ ┄┄┄ ┄┄┄┄: [10, 454, 125, 460]
list-entry: ┄┄┄┄┄ ┄ ┄┄┄ ┄┄┄┄┄┄ ┄┄ ┄┄┄┄┄ ┄┄┄ ┄┄┄┄ ┄┄ ┄┄┄┄┄ ┄┄┄ ┄┄┄┄: [266, 419, 381, 425]
list-entry: ┄┄┄┄ ┄┄┄┄┄ ┄ ┄┄┄ ┄┄┄┄┄┄ ┄┄ ┄┄┄┄┄ ┄┄┄ ┄┄┄┄ ┄┄ ┄┄┄┄┄ ┄┄┄: [266, 460, 381, 466]
list-entry: ┄┄ ┄┄┄┄┄ ┄ ┄┄┄ ┄┄┄┄┄┄ ┄┄ ┄┄┄┄┄ ┄┄┄ ┄┄┄┄ ┄┄ ┄┄┄┄┄ ┄┄┄ ┄┄: [138, 384, 254, 390]
list-entry: ┄┄┄ ┄┄┄┄┄ ┄ ┄┄┄ ┄┄┄┄┄┄ ┄┄ ┄┄┄┄┄ ┄┄┄ ┄┄┄┄ ┄┄ ┄┄┄┄┄ ┄┄┄ ┄: [266, 196, 382, 202]
list-entry: ┄ ┄┄┄┄┄ ┄ ┄┄┄ ┄┄┄┄┄┄ ┄┄ ┄┄┄┄┄ ┄┄┄ ┄┄┄┄ ┄┄ ┄┄┄┄┄ ┄┄┄ ┄┄┄: [266, 383, 382, 389]
list-entry: ┄┄┄┄┄ ┄ ┄┄┄ ┄┄┄┄┄┄ ┄┄ ┄┄┄┄┄ ┄┄┄ ┄┄┄┄ ┄┄ ┄┄┄┄┄ ┄┄┄ ┄┄┄┄: [266, 312, 381, 318]
page-number: 5080: [10, 9, 30, 17]
list-entry: ┄┄ ┄┄┄┄┄ ┄ ┄┄┄ ┄┄┄┄┄┄ ┄┄ ┄┄┄┄┄ ┄┄┄ ┄┄┄┄ ┄┄ ┄┄┄┄┄ ┄┄┄ ┄┄: [10, 192, 126, 198]
list-entry: ┄┄┄┄ ┄┄┄┄┄ ┄ ┄┄┄ ┄┄┄┄┄┄ ┄┄ ┄┄┄┄┄ ┄┄┄ ┄┄┄┄ ┄┄ ┄┄┄┄┄ ┄┄┄: [10, 398, 125, 404]
list-entry: ┄┄┄┄ ┄ ┄┄┄ ┄┄┄┄┄┄ ┄┄ ┄┄┄┄┄ ┄┄┄ ┄┄┄┄ ┄┄ ┄┄┄┄┄ ┄┄┄ ┄┄┄┄ ┄: [138, 405, 254, 411]
list-entry: ┄┄┄┄ ┄┄┄┄┄ ┄ ┄┄┄ ┄┄┄┄┄┄ ┄┄ ┄┄┄┄┄ ┄┄┄ ┄┄┄┄ ┄┄ ┄┄┄┄┄ ┄┄┄: [138, 164, 253, 170]
section-gap: [138, 355, 258, 359]
list-entry: ┄┄┄┄ ┄┄┄┄┄ ┄ ┄┄┄ ┄┄┄┄┄┄ ┄┄ ┄┄┄┄┄ ┄┄┄ ┄┄┄┄ ┄┄ ┄┄┄┄┄ ┄┄┄: [10, 207, 125, 213]
list-entry: ┄┄┄┄ ┄ ┄┄┄ ┄┄┄┄┄┄ ┄┄ ┄┄┄┄┄ ┄┄┄ ┄┄┄┄ ┄┄ ┄┄┄┄┄ ┄┄┄ ┄┄┄┄ ┄: [266, 252, 382, 258]
list-entry: ┄┄ ┄┄┄┄┄ ┄ ┄┄┄ ┄┄┄┄┄┄ ┄┄ ┄┄┄┄┄ ┄┄┄ ┄┄┄┄ ┄┄ ┄┄┄┄┄ ┄┄┄ ┄┄: [10, 469, 126, 475]
list-entry: ┄┄┄┄┄ ┄ ┄┄┄ ┄┄┄┄┄┄ ┄┄ ┄┄┄┄┄ ┄┄┄ ┄┄┄┄ ┄┄ ┄┄┄┄┄ ┄┄┄ ┄┄┄┄: [10, 108, 125, 114]
list-entry: ┄┄┄┄ ┄┄┄┄┄ ┄ ┄┄┄ ┄┄┄┄┄┄ ┄┄ ┄┄┄┄┄ ┄┄┄ ┄┄┄┄ ┄┄ ┄┄┄┄┄ ┄┄┄: [266, 247, 381, 253]
list-entry: ┄┄┄┄ ┄ ┄┄┄ ┄┄┄┄┄┄ ┄┄ ┄┄┄┄┄ ┄┄┄ ┄┄┄┄ ┄┄ ┄┄┄┄┄ ┄┄┄ ┄┄┄┄ ┄: [138, 65, 254, 71]
list-entry: ┄┄ ┄ ┄┄┄ ┄┄┄┄┄┄ ┄┄ ┄┄┄┄┄ ┄┄┄ ┄┄┄┄ ┄┄ ┄┄┄┄┄ ┄┄┄ ┄┄┄┄ ┄┄┄: [138, 143, 254, 149]
list-entry: ┄ ┄┄┄┄ ┄┄┄┄┄ ┄ ┄┄┄ ┄┄┄┄┄┄ ┄┄ ┄┄┄┄┄ ┄┄┄ ┄┄┄┄ ┄┄ ┄┄┄┄┄ ┄┄: [266, 388, 382, 394]
list-entry: ┄┄┄┄┄ ┄ ┄┄┄ ┄┄┄┄┄┄ ┄┄ ┄┄┄┄┄ ┄┄┄ ┄┄┄┄ ┄┄ ┄┄┄┄┄ ┄┄┄ ┄┄┄┄: [10, 47, 125, 53]
list-entry: ┄┄┄┄┄ ┄ ┄┄┄ ┄┄┄┄┄┄ ┄┄ ┄┄┄┄┄ ┄┄┄ ┄┄┄┄ ┄┄ ┄┄┄┄┄ ┄┄┄ ┄┄┄┄: [138, 30, 253, 36]
issue-date: 12. November 1915.: [308, 9, 388, 17]
list-entry: ┄ ┄┄┄┄┄ ┄ ┄┄┄ ┄┄┄┄┄┄ ┄┄ ┄┄┄┄┄ ┄┄┄ ┄┄┄┄ ┄┄ ┄┄┄┄┄ ┄┄┄ ┄┄┄: [138, 81, 254, 87]
list-entry: ┄┄ ┄┄┄┄┄ ┄ ┄┄┄ ┄┄┄┄┄┄ ┄┄ ┄┄┄┄┄ ┄┄┄ ┄┄┄┄ ┄┄ ┄┄┄┄┄ ┄┄┄ ┄┄: [138, 235, 254, 241]
list-entry: ┄┄┄┄┄ ┄ ┄┄┄ ┄┄┄┄┄┄ ┄┄ ┄┄┄┄┄ ┄┄┄ ┄┄┄┄ ┄┄ ┄┄┄┄┄ ┄┄┄ ┄┄┄┄: [10, 263, 125, 269]
list-entry: ┄┄┄┄ ┄┄┄┄┄ ┄ ┄┄┄ ┄┄┄┄┄┄ ┄┄ ┄┄┄┄┄ ┄┄┄ ┄┄┄┄ ┄┄ ┄┄┄┄┄ ┄┄┄: [138, 250, 253, 256]
list-entry: ┄┄┄ ┄ ┄┄┄ ┄┄┄┄┄┄ ┄┄ ┄┄┄┄┄ ┄┄┄ ┄┄┄┄ ┄┄ ┄┄┄┄┄ ┄┄┄ ┄┄┄┄ ┄┄: [138, 40, 254, 46]
list-entry: ┄┄┄┄┄ ┄ ┄┄┄ ┄┄┄┄┄┄ ┄┄ ┄┄┄┄┄ ┄┄┄ ┄┄┄┄ ┄┄ ┄┄┄┄┄ ┄┄┄ ┄┄┄┄: [138, 91, 253, 97]
list-entry: ┄┄ ┄ ┄┄┄ ┄┄┄┄┄┄ ┄┄ ┄┄┄┄┄ ┄┄┄ ┄┄┄┄ ┄┄ ┄┄┄┄┄ ┄┄┄ ┄┄┄┄ ┄┄┄: [266, 154, 382, 160]
list-entry: ┄┄┄┄ ┄ ┄┄┄ ┄┄┄┄┄┄ ┄┄ ┄┄┄┄┄ ┄┄┄ ┄┄┄┄ ┄┄ ┄┄┄┄┄ ┄┄┄ ┄┄┄┄ ┄: [266, 83, 382, 89]
list-entry: ┄┄ ┄ ┄┄┄ ┄┄┄┄┄┄ ┄┄ ┄┄┄┄┄ ┄┄┄ ┄┄┄┄ ┄┄ ┄┄┄┄┄ ┄┄┄ ┄┄┄┄ ┄┄┄: [10, 439, 126, 445]
section-heading: Weltkriegs-Feldjäger-Bataillon Nr. 20, Altdamm.: [138, 362, 258, 379]
list-entry: ┄┄┄┄ ┄ ┄┄┄ ┄┄┄┄┄┄ ┄┄ ┄┄┄┄┄ ┄┄┄ ┄┄┄┄ ┄┄ ┄┄┄┄┄ ┄┄┄ ┄┄┄┄ ┄: [266, 490, 382, 496]
list-entry: ┄┄┄┄ ┄┄┄┄┄ ┄ ┄┄┄ ┄┄┄┄┄┄ ┄┄ ┄┄┄┄┄ ┄┄┄ ┄┄┄┄ ┄┄ ┄┄┄┄┄ ┄┄┄: [10, 268, 125, 274]
list-entry: ┄ ┄ ┄┄┄ ┄┄┄┄┄┄ ┄┄ ┄┄┄┄┄ ┄┄┄ ┄┄┄┄ ┄┄ ┄┄┄┄┄ ┄┄┄ ┄┄┄┄ ┄┄┄┄: [266, 414, 382, 420]
list-entry: ┄┄┄┄┄ ┄ ┄┄┄ ┄┄┄┄┄┄ ┄┄ ┄┄┄┄┄ ┄┄┄ ┄┄┄┄ ┄┄ ┄┄┄┄┄ ┄┄┄ ┄┄┄┄: [10, 238, 125, 244]
list-entry: ┄┄┄┄┄ ┄ ┄┄┄ ┄┄┄┄┄┄ ┄┄ ┄┄┄┄┄ ┄┄┄ ┄┄┄┄ ┄┄ ┄┄┄┄┄ ┄┄┄ ┄┄┄┄: [138, 245, 253, 251]
list-entry: ┄┄┄┄ ┄┄┄┄┄ ┄ ┄┄┄ ┄┄┄┄┄┄ ┄┄ ┄┄┄┄┄ ┄┄┄ ┄┄┄┄ ┄┄ ┄┄┄┄┄ ┄┄┄: [138, 497, 253, 503]
list-entry: ┄ ┄┄┄┄ ┄┄┄┄┄ ┄ ┄┄┄ ┄┄┄┄┄┄ ┄┄ ┄┄┄┄┄ ┄┄┄ ┄┄┄┄ ┄┄ ┄┄┄┄┄ ┄┄: [10, 232, 126, 238]
section-subheading: 11. Kompagnie: [180, 296, 216, 302]
list-entry: ┄┄┄┄┄ ┄ ┄┄┄ ┄┄┄┄┄┄ ┄┄ ┄┄┄┄┄ ┄┄┄ ┄┄┄┄ ┄┄ ┄┄┄┄┄ ┄┄┄ ┄┄┄┄: [266, 108, 381, 114]
list-entry: ┄ ┄┄┄┄┄ ┄ ┄┄┄ ┄┄┄┄┄┄ ┄┄ ┄┄┄┄┄ ┄┄┄ ┄┄┄┄ ┄┄ ┄┄┄┄┄ ┄┄┄ ┄┄┄: [138, 420, 254, 426]
list-entry: ┄┄┄┄ ┄┄┄┄┄ ┄ ┄┄┄ ┄┄┄┄┄┄ ┄┄ ┄┄┄┄┄ ┄┄┄ ┄┄┄┄ ┄┄ ┄┄┄┄┄ ┄┄┄: [266, 139, 381, 145]
list-entry: ┄┄ ┄┄┄┄┄ ┄ ┄┄┄ ┄┄┄┄┄┄ ┄┄ ┄┄┄┄┄ ┄┄┄ ┄┄┄┄ ┄┄ ┄┄┄┄┄ ┄┄┄ ┄┄: [266, 470, 382, 476]
list-entry: ┄┄┄ ┄ ┄┄┄ ┄┄┄┄┄┄ ┄┄ ┄┄┄┄┄ ┄┄┄ ┄┄┄┄ ┄┄ ┄┄┄┄┄ ┄┄┄ ┄┄┄┄ ┄┄: [266, 118, 382, 124]
